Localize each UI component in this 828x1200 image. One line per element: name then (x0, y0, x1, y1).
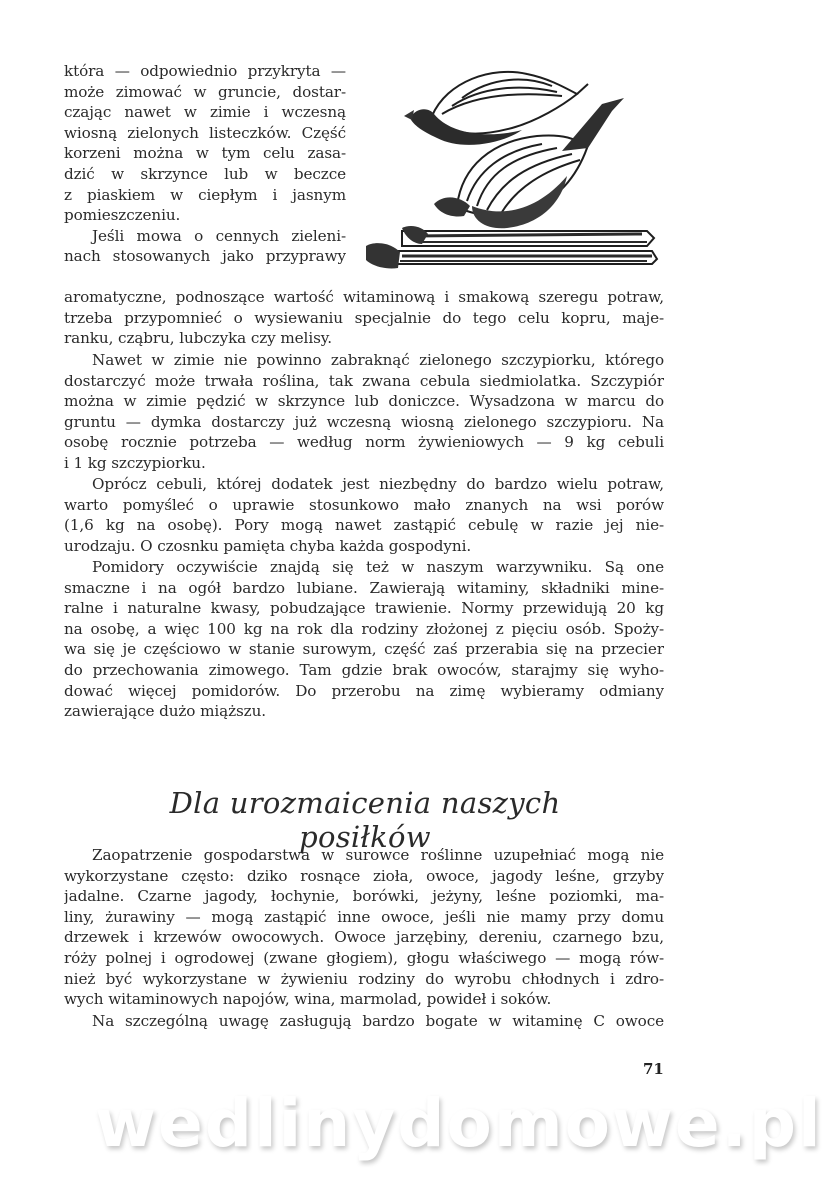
text-line: czając nawet w zimie i wczesną (64, 103, 346, 122)
text-line: Jeśli mowa o cennych zieleni- (92, 226, 346, 245)
text-line: aromatyczne, podnoszące wartość witaminową i smakową szeregu potraw, (64, 288, 664, 306)
watermark: wedlinydomowe.pl (95, 1085, 823, 1162)
text-line: urodzaju. O czosnku pamięta chyba każda gospodyni. (64, 536, 472, 555)
text-line: na osobę, a więc 100 kg na rok dla rodziny złożonej z pięciu osób. Spoży- (64, 619, 664, 638)
paragraph-root-storage (64, 61, 346, 267)
text-line: można w zimie pędzić w skrzynce lub doniczce. Wysadzona w marcu do (64, 392, 664, 411)
text-line: korzeni można w tym celu zasa- (64, 144, 346, 163)
paragraph-herbs (64, 287, 664, 349)
text-line: i 1 kg szczypiorku. (64, 453, 206, 472)
page-number: 71 (643, 1060, 664, 1078)
paragraph-wild-fruits (64, 845, 664, 1010)
text-line: smaczne i na ogół bardzo lubiane. Zawierają witaminy, składniki mine- (64, 578, 664, 597)
text-line: dować więcej pomidorów. Do przerobu na zimę wybieramy odmiany (64, 681, 664, 700)
text-line: która — odpowiednio przykryta — (64, 62, 346, 80)
text-line: wa się je częściowo w stanie surowym, część zaś przerabia się na przecier (64, 640, 664, 659)
text-line: liny, żurawiny — mogą zastąpić inne owoce, jeśli nie mamy przy domu (64, 907, 664, 926)
text-line: ranku, cząbru, lubczyka czy melisy. (64, 329, 332, 348)
text-line: może zimować w gruncie, dostar- (64, 82, 346, 101)
paragraph-tomatoes (64, 557, 664, 722)
text-line: wych witaminowych napojów, wina, marmolad, powideł i soków. (64, 990, 552, 1009)
text-line: jadalne. Czarne jagody, łochynie, borówki, jeżyny, leśne poziomki, ma- (64, 887, 664, 906)
text-line: trzeba przypomnieć o wysiewaniu specjalnie do tego celu kopru, maje- (64, 308, 664, 327)
text-line: róży polnej i ogrodowej (zwane głogiem), głogu właściwego — mogą rów- (64, 948, 664, 967)
text-line: (1,6 kg na osobę). Pory mogą nawet zastąpić cebulę w razie jej nie- (64, 516, 664, 535)
text-line: Na szczególną uwagę zasługują bardzo bogate w witaminę C owoce (92, 1012, 664, 1030)
text-line: nach stosowanych jako przyprawy (64, 247, 346, 266)
paragraph-leeks (64, 474, 664, 556)
text-line: osobę rocznie potrzeba — według norm żywieniowych — 9 kg cebuli (64, 433, 664, 452)
text-line: dostarczyć może trwała roślina, tak zwana cebula siedmiolatka. Szczypiór (64, 371, 664, 390)
text-line: wykorzystane często: dziko rosnące zioła, owoce, jagody leśne, grzyby (64, 866, 664, 885)
section-heading: Dla urozmaicenia naszych posiłków (169, 786, 561, 854)
text-line: Nawet w zimie nie powinno zabraknąć zielonego szczypiorku, którego (92, 351, 664, 369)
onion-illustration-icon (362, 56, 662, 276)
text-line: warto pomyśleć o uprawie stosunkowo mało znanych na wsi porów (64, 495, 664, 514)
text-line: wiosną zielonych listeczków. Część (64, 123, 346, 142)
text-line: Oprócz cebuli, której dodatek jest niezbędny do bardzo wielu potraw, (92, 475, 664, 493)
text-line: drzewek i krzewów owocowych. Owoce jarzębiny, dereniu, czarnego bzu, (64, 928, 664, 947)
text-line: zawierające dużo miąższu. (64, 702, 266, 721)
text-line: dzić w skrzynce lub w beczce (64, 164, 346, 183)
text-line: pomieszczeniu. (64, 206, 181, 225)
paragraph-chives (64, 350, 664, 474)
paragraph-vitamin-c (64, 1011, 664, 1032)
text-line: gruntu — dymka dostarczy już wczesną wiosną zielonego szczypioru. Na (64, 412, 664, 431)
text-line: ralne i naturalne kwasy, pobudzające trawienie. Normy przewidują 20 kg (64, 599, 664, 618)
text-line: nież być wykorzystane w żywieniu rodziny do wyrobu chłodnych i zdro- (64, 969, 664, 988)
text-line: do przechowania zimowego. Tam gdzie brak owoców, starajmy się wyho- (64, 660, 664, 679)
text-line: Zaopatrzenie gospodarstwa w surowce roślinne uzupełniać mogą nie (92, 846, 664, 864)
text-line: Pomidory oczywiście znajdą się też w naszym warzywniku. Są one (92, 558, 664, 576)
text-line: z piaskiem w ciepłym i jasnym (64, 185, 346, 204)
